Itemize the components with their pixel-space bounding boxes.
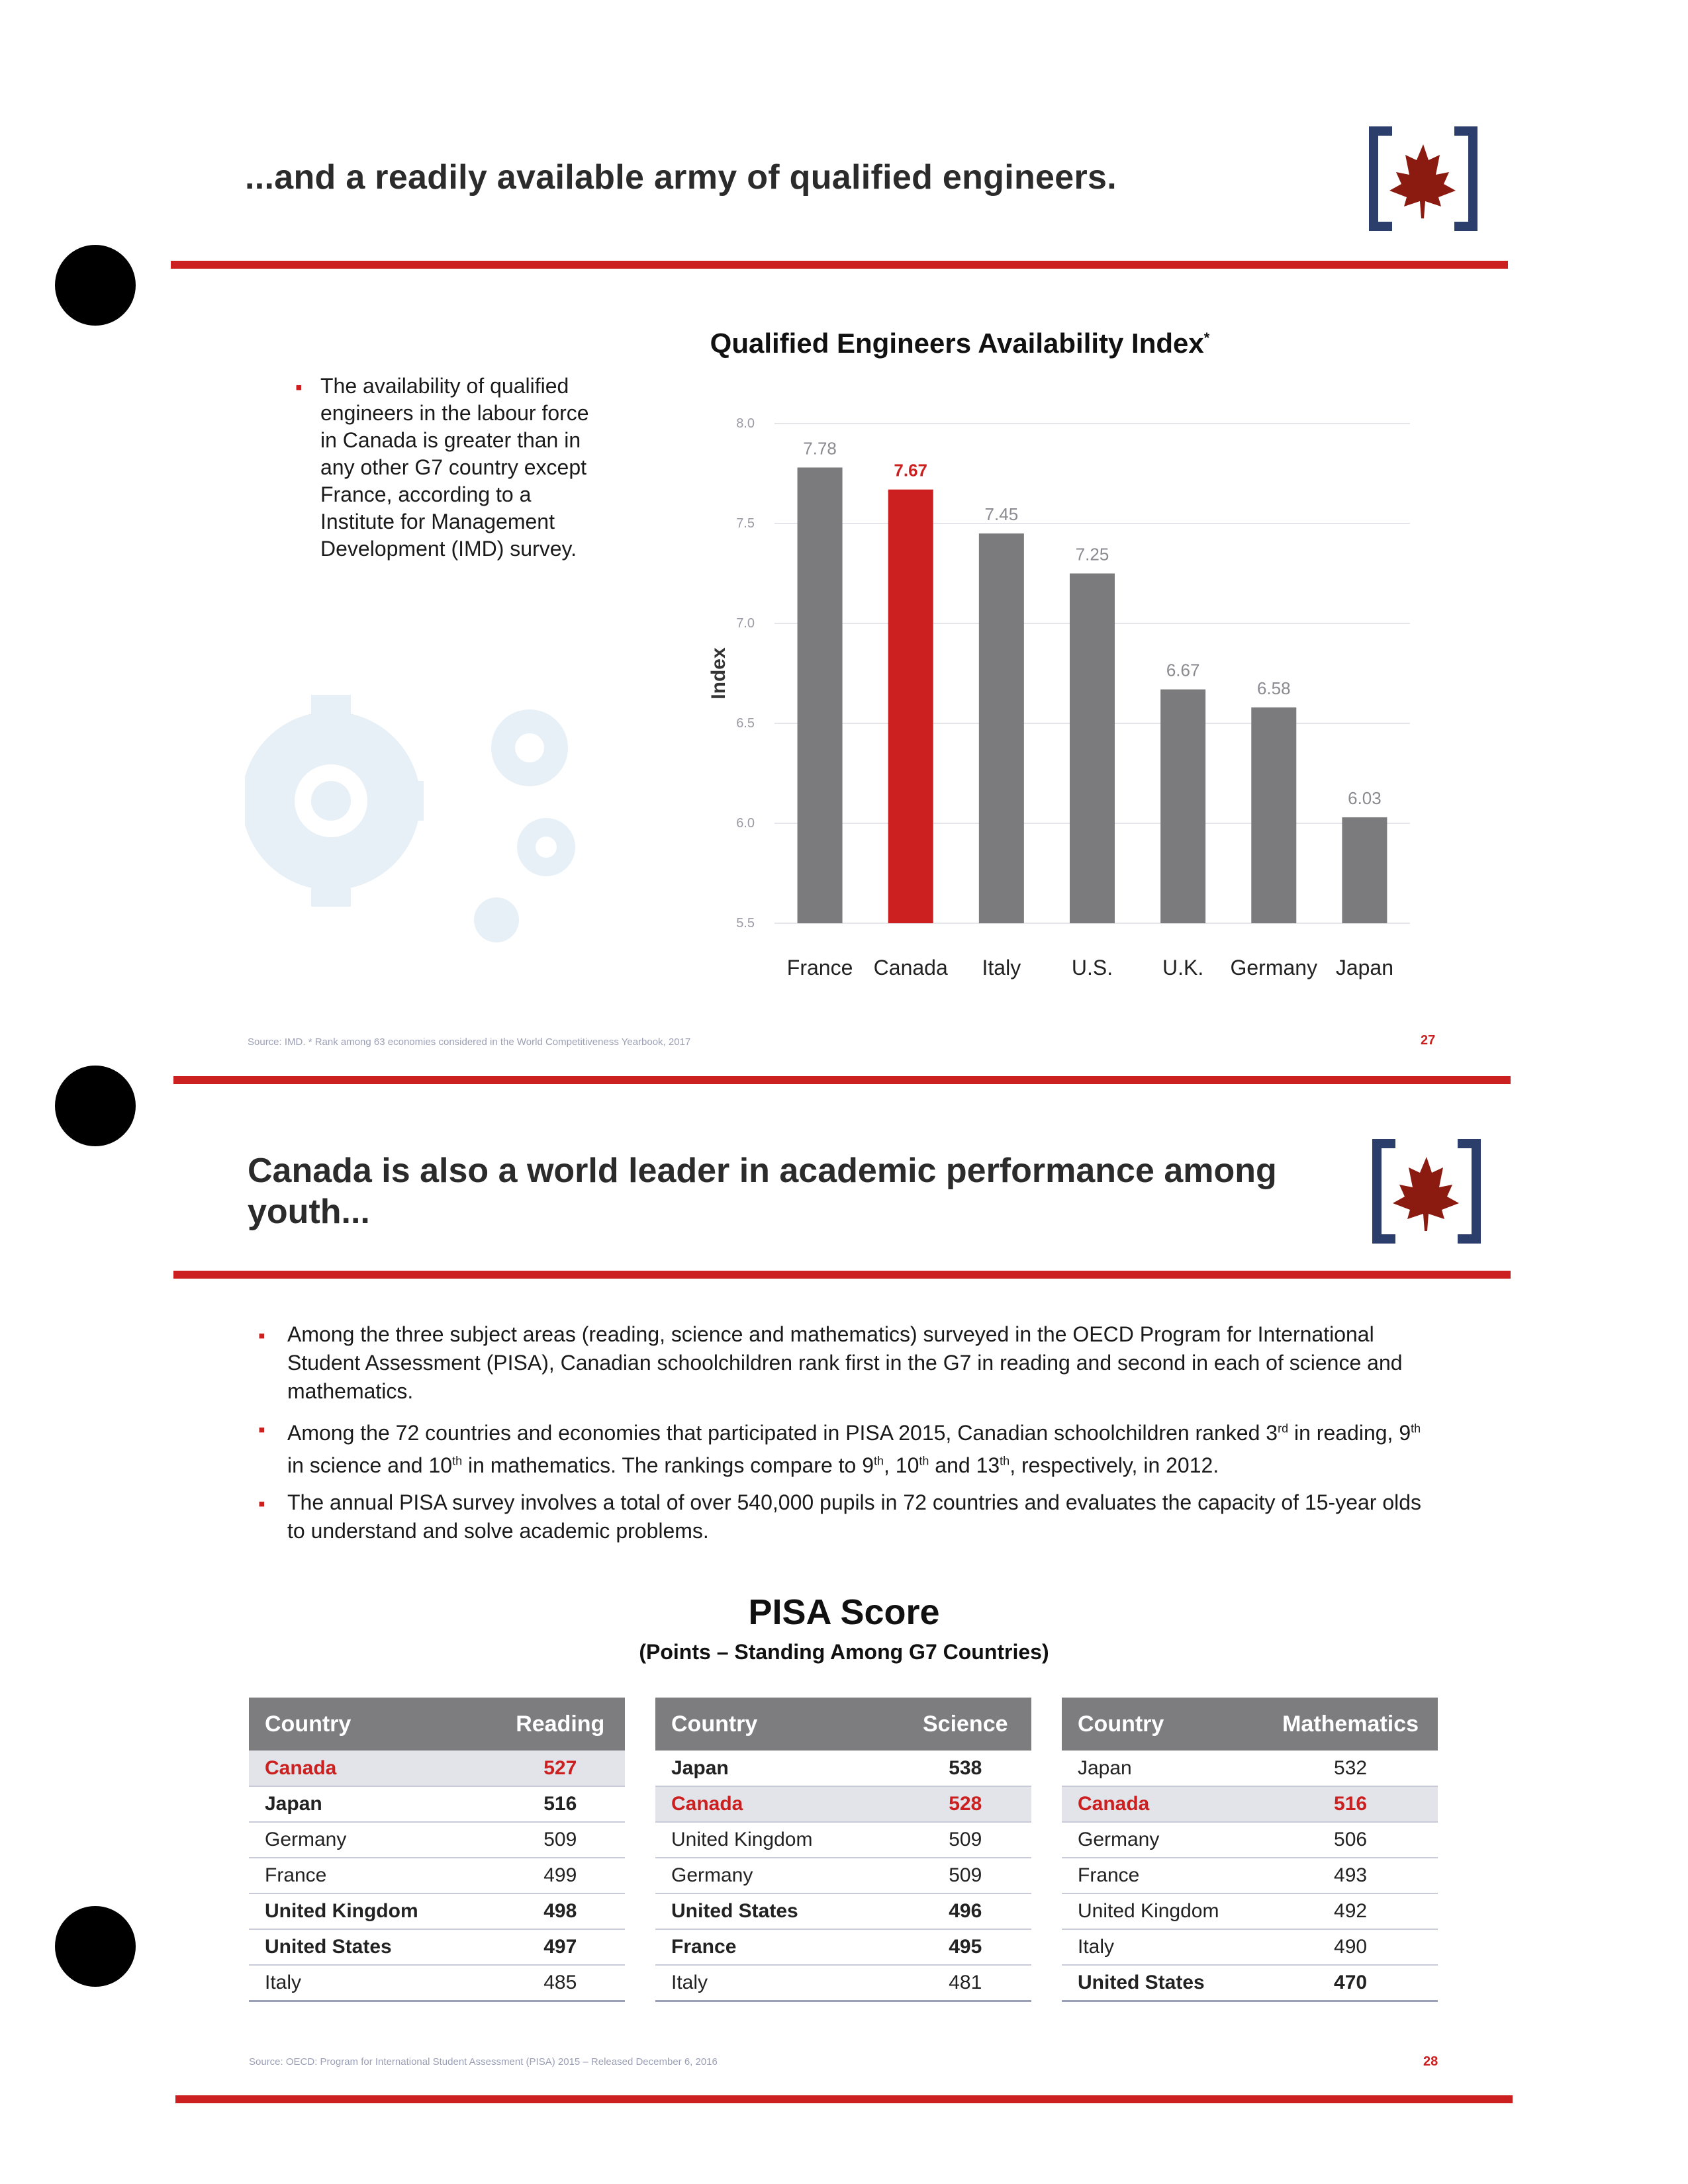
country-cell: Canada xyxy=(249,1751,496,1786)
table-row xyxy=(655,1751,1031,1786)
slide2-bottom-rule xyxy=(175,2095,1513,2103)
bullet2-part-e: , 10 xyxy=(884,1453,919,1478)
gear-icon xyxy=(245,668,642,946)
slide2-bullet-1 xyxy=(258,1320,1423,1406)
slide1-page-number: 27 xyxy=(1421,1033,1436,1048)
pisa-subtitle: (Points – Standing Among G7 Countries) xyxy=(639,1640,1049,1664)
bullet2-part-b: in reading, 9 xyxy=(1288,1420,1411,1445)
table-row xyxy=(655,1893,1031,1929)
maple-leaf-logo-2 xyxy=(1370,1138,1483,1244)
table-row xyxy=(1062,1751,1438,1786)
table-row xyxy=(655,1786,1031,1822)
bar-us xyxy=(1070,574,1115,924)
table-row xyxy=(655,1858,1031,1893)
x-tick-label: Germany xyxy=(1230,956,1318,979)
punch-hole-middle xyxy=(55,1066,136,1146)
score-cell: 516 xyxy=(496,1786,625,1822)
chart-title-footnote-mark: * xyxy=(1203,330,1210,346)
bullet2-part-a: Among the 72 countries and economies that participated in PISA 2015, Canadian schoolchildren ranked 3 xyxy=(287,1420,1278,1445)
table-header-subject: Reading xyxy=(496,1698,625,1751)
table-row xyxy=(249,1893,625,1929)
data-label: 7.67 xyxy=(894,460,928,480)
bullet2-part-g: , respectively, in 2012. xyxy=(1009,1453,1219,1478)
country-cell: Canada xyxy=(1062,1786,1263,1822)
slide2-title xyxy=(248,1150,1277,1232)
data-label: 6.67 xyxy=(1166,660,1200,680)
slide1-bullet-text: The availability of qualified engineers in the labour force in Canada is greater than in any other G7 country except France, according to a Institute for Management Development (IMD) survey. xyxy=(320,374,589,561)
y-tick-label: 6.0 xyxy=(736,816,755,831)
maple-leaf-logo xyxy=(1367,126,1479,232)
score-cell: 496 xyxy=(900,1893,1031,1929)
table-row xyxy=(249,1965,625,2001)
country-cell: Italy xyxy=(655,1965,900,2001)
score-cell: 538 xyxy=(900,1751,1031,1786)
slide1-top-rule xyxy=(171,261,1508,269)
score-cell: 509 xyxy=(496,1822,625,1858)
score-cell: 528 xyxy=(900,1786,1031,1822)
table-row xyxy=(249,1858,625,1893)
bullet2-sup-1: rd xyxy=(1278,1422,1289,1435)
slide1-title: ...and a readily available army of qualified engineers. xyxy=(245,158,1117,197)
score-cell: 490 xyxy=(1263,1929,1438,1965)
table-header-country: Country xyxy=(655,1698,900,1751)
slide2-bullet-3-text: The annual PISA survey involves a total of over 540,000 pupils in 72 countries and evaluates the capacity of 15-year olds to understand and solve academic problems. xyxy=(287,1490,1422,1543)
country-cell: France xyxy=(655,1929,900,1965)
bar-germany xyxy=(1251,707,1296,923)
country-cell: United States xyxy=(249,1929,496,1965)
table-row xyxy=(655,1822,1031,1858)
table-row xyxy=(1062,1893,1438,1929)
x-tick-label: U.K. xyxy=(1162,956,1204,979)
country-cell: Japan xyxy=(249,1786,496,1822)
table-header-subject: Mathematics xyxy=(1263,1698,1438,1751)
bullet2-sup-6: th xyxy=(1000,1454,1010,1468)
slide2-bullet-2 xyxy=(258,1414,1423,1480)
bar-japan xyxy=(1342,817,1387,923)
slide2-bullet-2-text xyxy=(287,1421,1421,1478)
score-cell: 495 xyxy=(900,1929,1031,1965)
bar-uk xyxy=(1160,690,1205,923)
country-cell: France xyxy=(1062,1858,1263,1893)
table-header-country: Country xyxy=(1062,1698,1263,1751)
pisa-science-table xyxy=(655,1698,1031,2002)
bullet2-sup-4: th xyxy=(874,1454,884,1468)
score-cell: 497 xyxy=(496,1929,625,1965)
table-row xyxy=(1062,1822,1438,1858)
chart-title xyxy=(662,328,1258,359)
table-row xyxy=(249,1786,625,1822)
score-cell: 470 xyxy=(1263,1965,1438,2001)
score-cell: 532 xyxy=(1263,1751,1438,1786)
engineers-bar-chart xyxy=(688,397,1456,993)
slide2-title-line1: Canada is also a world leader in academic performance among xyxy=(248,1152,1277,1190)
score-cell: 498 xyxy=(496,1893,625,1929)
score-cell: 493 xyxy=(1263,1858,1438,1893)
slide2-title-line2: youth... xyxy=(248,1193,370,1231)
x-tick-label: Italy xyxy=(982,956,1021,979)
country-cell: Germany xyxy=(655,1858,900,1893)
y-tick-label: 7.0 xyxy=(736,616,755,631)
punch-hole-bottom xyxy=(55,1906,136,1987)
table-row xyxy=(249,1929,625,1965)
slide2-page-number: 28 xyxy=(1423,2054,1438,2069)
data-label: 6.03 xyxy=(1348,788,1382,808)
slide2-bullet-1-text: Among the three subject areas (reading, science and mathematics) surveyed in the OECD Program for International Student Assessment (PISA), Canadian schoolchildren rank first in the G7 in reading and second in each of science and mathematics. xyxy=(287,1322,1403,1403)
slide2-bullets xyxy=(258,1320,1423,1554)
pisa-mathematics-table xyxy=(1062,1698,1438,2002)
country-cell: United States xyxy=(655,1893,900,1929)
punch-hole-top xyxy=(55,245,136,326)
country-cell: United Kingdom xyxy=(249,1893,496,1929)
bar-canada xyxy=(888,490,933,923)
table-row xyxy=(655,1929,1031,1965)
slide1-bottom-rule xyxy=(173,1076,1511,1084)
bullet-marker-icon: ▪ xyxy=(258,1419,265,1441)
table-row xyxy=(1062,1786,1438,1822)
bar-france xyxy=(798,467,843,923)
x-tick-label: Japan xyxy=(1335,956,1394,979)
table-header-row xyxy=(249,1698,625,1751)
slide2-top-rule xyxy=(173,1271,1511,1279)
bar-italy xyxy=(979,533,1024,923)
score-cell: 506 xyxy=(1263,1822,1438,1858)
slide2-bullet-3 xyxy=(258,1488,1423,1545)
y-tick-label: 8.0 xyxy=(736,416,755,431)
table-row xyxy=(1062,1965,1438,2001)
country-cell: United States xyxy=(1062,1965,1263,2001)
country-cell: France xyxy=(249,1858,496,1893)
y-tick-label: 7.5 xyxy=(736,516,755,531)
country-cell: Japan xyxy=(1062,1751,1263,1786)
score-cell: 481 xyxy=(900,1965,1031,2001)
country-cell: United Kingdom xyxy=(655,1822,900,1858)
bullet2-sup-2: th xyxy=(1411,1422,1421,1435)
x-tick-label: France xyxy=(786,956,853,979)
country-cell: Canada xyxy=(655,1786,900,1822)
bullet2-sup-3: th xyxy=(452,1454,463,1468)
bullet2-part-d: in mathematics. The rankings compare to 9 xyxy=(462,1453,874,1478)
score-cell: 499 xyxy=(496,1858,625,1893)
score-cell: 509 xyxy=(900,1858,1031,1893)
country-cell: Germany xyxy=(249,1822,496,1858)
country-cell: Italy xyxy=(249,1965,496,2001)
table-row xyxy=(1062,1858,1438,1893)
table-row xyxy=(249,1751,625,1786)
x-tick-label: Canada xyxy=(873,956,948,979)
x-tick-label: U.S. xyxy=(1071,956,1113,979)
bullet2-part-c: in science and 10 xyxy=(287,1453,453,1478)
score-cell: 527 xyxy=(496,1751,625,1786)
table-row xyxy=(655,1965,1031,2001)
score-cell: 485 xyxy=(496,1965,625,2001)
slide1-bullet xyxy=(295,373,606,563)
score-cell: 509 xyxy=(900,1822,1031,1858)
chart-title-text: Qualified Engineers Availability Index xyxy=(710,328,1204,359)
bullet-marker-icon: ▪ xyxy=(258,1493,265,1516)
data-label: 6.58 xyxy=(1256,678,1291,698)
pisa-title: PISA Score xyxy=(748,1592,940,1632)
bullet-marker-icon: ▪ xyxy=(295,377,303,398)
table-row xyxy=(1062,1929,1438,1965)
y-axis-label: Index xyxy=(708,647,729,700)
bullet-marker-icon: ▪ xyxy=(258,1325,265,1347)
data-label: 7.25 xyxy=(1075,544,1109,565)
table-header-row xyxy=(655,1698,1031,1751)
table-row xyxy=(249,1822,625,1858)
score-cell: 516 xyxy=(1263,1786,1438,1822)
y-tick-label: 6.5 xyxy=(736,716,755,731)
country-cell: Italy xyxy=(1062,1929,1263,1965)
table-header-row xyxy=(1062,1698,1438,1751)
country-cell: Japan xyxy=(655,1751,900,1786)
slide1-source: Source: IMD. * Rank among 63 economies considered in the World Competitiveness Yearbook, 2017 xyxy=(248,1036,691,1048)
country-cell: Germany xyxy=(1062,1822,1263,1858)
data-label: 7.78 xyxy=(803,438,837,459)
country-cell: United Kingdom xyxy=(1062,1893,1263,1929)
data-label: 7.45 xyxy=(984,504,1019,525)
pisa-reading-table xyxy=(249,1698,625,2002)
bullet2-sup-5: th xyxy=(919,1454,929,1468)
score-cell: 492 xyxy=(1263,1893,1438,1929)
table-header-country: Country xyxy=(249,1698,496,1751)
slide2-source: Source: OECD: Program for International Student Assessment (PISA) 2015 – Released December 6, 2016 xyxy=(249,2056,718,2068)
bullet2-part-f: and 13 xyxy=(929,1453,1000,1478)
table-header-subject: Science xyxy=(900,1698,1031,1751)
y-tick-label: 5.5 xyxy=(736,916,755,931)
